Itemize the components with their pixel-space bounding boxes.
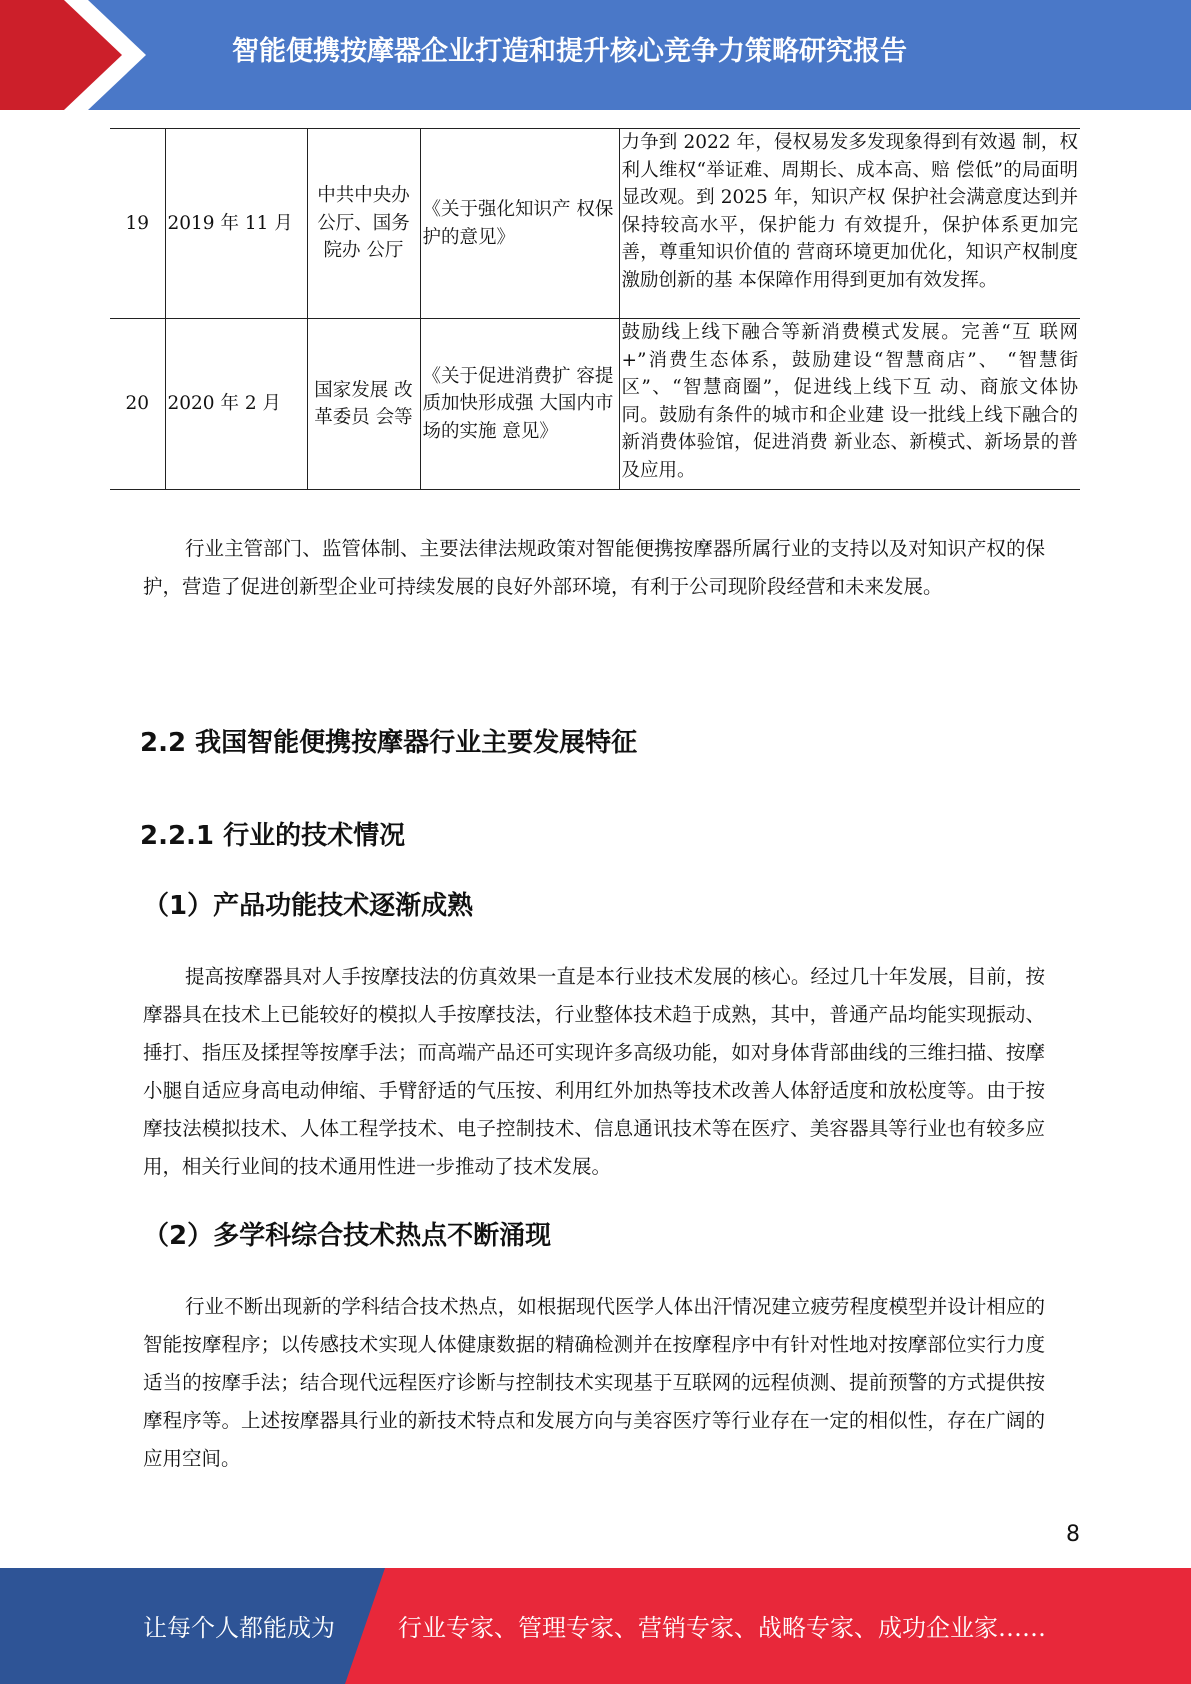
- point2-paragraph: 行业不断出现新的学科结合技术热点，如根据现代医学人体出汗情况建立疲劳程度模型并设计相应的智能按摩程序；以传感技术实现人体健康数据的精确检测并在按摩程序中有针对性地对按摩部位实行力度适当的按摩手法；结合现代远程医疗诊断与控制技术实现基于互联网的远程侦测、提前预警的方式提供按摩程序等。上述按摩器具行业的新技术特点和发展方向与美容医疗等行业存在一定的相似性，存在广阔的应用空间。: [143, 1295, 1045, 1470]
- policy-content: 鼓励线上线下融合等新消费模式发展。完善“互 联网+”消费生态体系，鼓励建设“智慧商店”、 “智慧街区”、“智慧商圈”，促进线上线下互 动、商旅文体协同。鼓励有条件的城市和企业建 设一批线上线下融合的新消费体验馆，促进消费 新业态、新模式、新场景的普及应用。: [619, 319, 1080, 490]
- issue-date: 2020 年 2 月: [165, 319, 307, 490]
- table-row: [110, 319, 1080, 490]
- page-header: [0, 0, 1191, 110]
- policy-table: [110, 128, 1080, 490]
- issuing-department: 中共中央办公厅、国务院办 公厅: [307, 129, 420, 319]
- section-heading: 2.2 我国智能便携按摩器行业主要发展特征: [140, 728, 638, 758]
- point1-heading: （1）产品功能技术逐渐成熟: [143, 891, 474, 921]
- issue-date: 2019 年 11 月: [165, 129, 307, 319]
- point2-heading: （2）多学科综合技术热点不断涌现: [143, 1221, 552, 1251]
- footer-slogan-right: 行业专家、管理专家、营销专家、战略专家、成功企业家……: [398, 1614, 1046, 1642]
- policy-content: 力争到 2022 年，侵权易发多发现象得到有效遏 制，权利人维权“举证难、周期长、成本高、赔 偿低”的局面明显改观。到 2025 年，知识产权 保护社会满意度达到并保持较高水平，保护能力 有效提升，保护体系更加完善，尊重知识价值的 营商环境更加优化，知识产权制度激励创新的基 本保障作用得到更加有效发挥。: [619, 129, 1080, 319]
- intro-paragraph: 行业主管部门、监管体制、主要法律法规政策对智能便携按摩器所属行业的支持以及对知识产权的保护，营造了促进创新型企业可持续发展的良好外部环境，有利于公司现阶段经营和未来发展。: [143, 537, 1045, 598]
- footer-slogan-left: 让每个人都能成为: [143, 1614, 335, 1642]
- row-number: 19: [110, 129, 165, 319]
- policy-document: 《关于强化知识产 权保护的意见》: [420, 129, 619, 319]
- page-footer: [0, 1568, 1191, 1684]
- header-arrow-icon: [0, 0, 160, 110]
- table-row: [110, 129, 1080, 319]
- point1-paragraph: 提高按摩器具对人手按摩技法的仿真效果一直是本行业技术发展的核心。经过几十年发展，目前，按摩器具在技术上已能较好的模拟人手按摩技法，行业整体技术趋于成熟，其中，普通产品均能实现振动、捶打、指压及揉捏等按摩手法；而高端产品还可实现许多高级功能，如对身体背部曲线的三维扫描、按摩小腿自适应身高电动伸缩、手臂舒适的气压按、利用红外加热等技术改善人体舒适度和放松度等。由于按摩技法模拟技术、人体工程学技术、电子控制技术、信息通讯技术等在医疗、美容器具等行业也有较多应用，相关行业间的技术通用性进一步推动了技术发展。: [143, 965, 1045, 1178]
- policy-document: 《关于促进消费扩 容提质加快形成强 大国内市场的实施 意见》: [420, 319, 619, 490]
- report-title: 智能便携按摩器企业打造和提升核心竞争力策略研究报告: [232, 36, 907, 67]
- issuing-department: 国家发展 改革委员 会等: [307, 319, 420, 490]
- subsection-heading: 2.2.1 行业的技术情况: [140, 821, 406, 851]
- row-number: 20: [110, 319, 165, 490]
- page-number: 8: [1066, 1522, 1080, 1547]
